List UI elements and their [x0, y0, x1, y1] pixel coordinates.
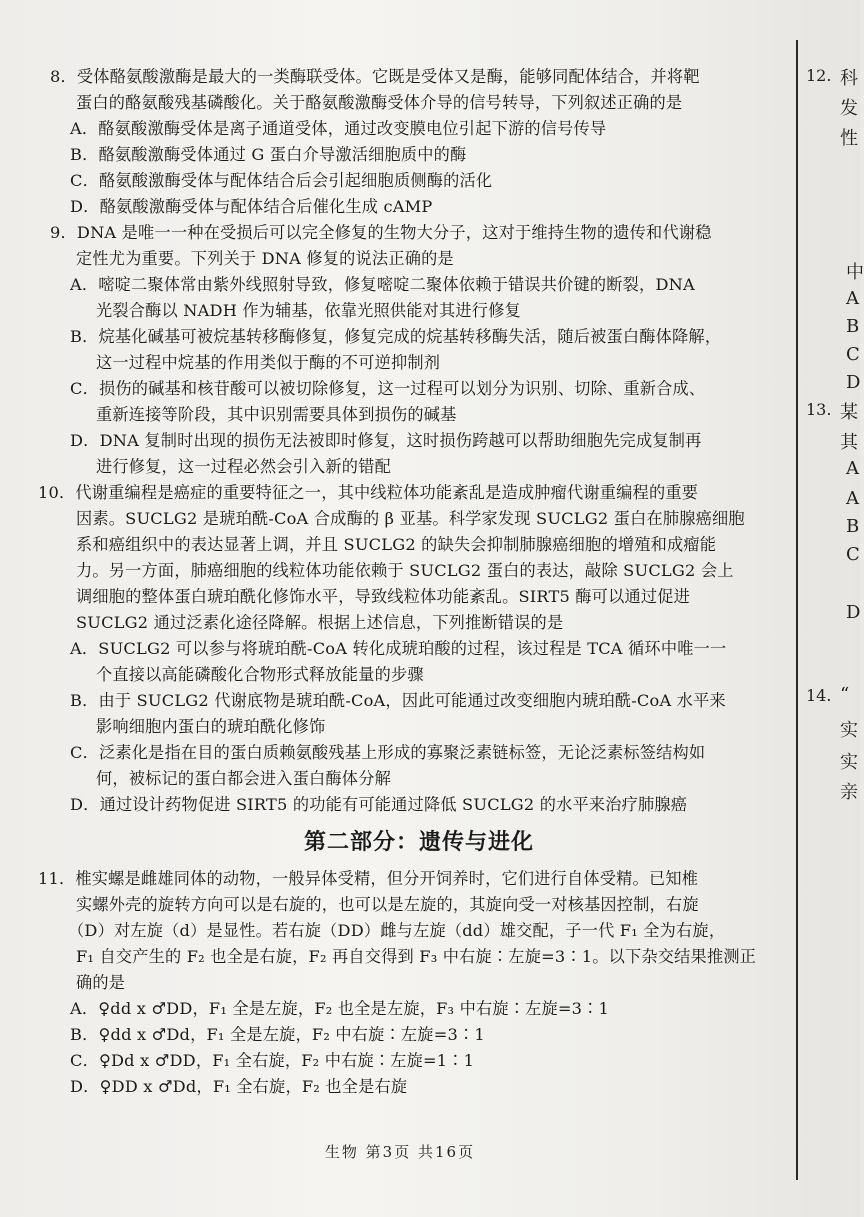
question-8-stem-line-2: 蛋白的酪氨酸残基磷酸化。关于酪氨酸激酶受体介导的信号转导，下列叙述正确的是 — [76, 93, 683, 112]
bleed-q13-char-2: 其 — [840, 432, 858, 453]
bleed-letter-10: D — [846, 602, 861, 623]
bleed-q12-char-1: 科 — [840, 68, 858, 89]
main-column — [38, 64, 788, 1100]
question-9-stem-line-1: 9．DNA 是唯一一种在受损后可以完全修复的生物大分子，这对于维持生物的遗传和代谢稳 — [50, 223, 712, 242]
section-title: 第二部分：遗传与进化 — [303, 830, 534, 855]
question-8 — [50, 64, 788, 220]
question-9-option-c-line-1: C．损伤的碱基和核苷酸可以被切除修复，这一过程可以划分为识别、切除、重新合成、 — [70, 379, 706, 398]
question-9-option-d-line-1: D．DNA 复制时出现的损伤无法被即时修复，这时损伤跨越可以帮助细胞先完成复制再 — [70, 431, 702, 450]
question-11-stem-line-1: 11．椎实螺是雌雄同体的动物，一般异体受精，但分开饲养时，它们进行自体受精。已知椎 — [38, 869, 699, 888]
question-10-option-d: D．通过设计药物促进 SIRT5 的功能有可能通过降低 SUCLG2 的水平来治疗肺腺癌 — [70, 795, 688, 814]
question-10-option-c-line-2: 何，被标记的蛋白都会进入蛋白酶体分解 — [96, 769, 391, 788]
bleed-letter-3: B — [846, 316, 860, 337]
question-8-option-c: C．酪氨酸激酶受体与配体结合后会引起细胞质侧酶的活化 — [70, 171, 493, 190]
bleed-letter-1: 中 — [846, 262, 864, 283]
bleed-letter-9: C — [846, 544, 860, 565]
question-11-stem-line-3: （D）对左旋（d）是显性。若右旋（DD）雌与左旋（dd）雄交配，子一代 F₁ 全为右旋， — [68, 921, 726, 940]
bleed-q13-number: 13. — [806, 400, 832, 419]
question-10-option-a-line-2: 个直接以高能磷酸化合物形式释放能量的步骤 — [96, 665, 424, 684]
question-9 — [50, 220, 788, 480]
bleed-q14-number: 14. — [806, 686, 832, 705]
question-11-option-d: D．♀DD x ♂Dd，F₁ 全右旋，F₂ 也全是右旋 — [70, 1077, 408, 1096]
question-10-option-b-line-2: 影响细胞内蛋白的琥珀酰化修饰 — [96, 717, 326, 736]
question-9-option-c-line-2: 重新连接等阶段，其中识别需要具体到损伤的碱基 — [96, 405, 457, 424]
question-11-option-b: B．♀dd x ♂Dd，F₁ 全是左旋，F₂ 中右旋∶左旋=3∶1 — [70, 1025, 485, 1044]
question-10-option-b-line-1: B．由于 SUCLG2 代谢底物是琥珀酰-CoA，因此可能通过改变细胞内琥珀酰-CoA 水平来 — [70, 691, 726, 710]
question-10-stem-line-5: 调细胞的整体蛋白琥珀酰化修饰水平，导致线粒体功能紊乱。SIRT5 酶可以通过促进 — [76, 587, 691, 606]
question-10-stem-line-6: SUCLG2 通过泛素化途径降解。根据上述信息，下列推断错误的是 — [76, 613, 564, 632]
bleed-q14-char-1: “ — [840, 684, 850, 705]
question-11-stem-line-4: F₁ 自交产生的 F₂ 也全是右旋，F₂ 再自交得到 F₃ 中右旋∶左旋=3∶1。以下杂交结果推测正 — [76, 947, 757, 966]
question-10-stem-line-2: 因素。SUCLG2 是琥珀酰-CoA 合成酶的 β 亚基。科学家发现 SUCLG2 蛋白在肺腺癌细胞 — [76, 509, 745, 528]
question-11-stem-line-2: 实螺外壳的旋转方向可以是右旋的，也可以是左旋的，其旋向受一对核基因控制，右旋 — [76, 895, 699, 914]
question-8-stem-line-1: 8．受体酪氨酸激酶是最大的一类酶联受体。它既是受体又是酶，能够同配体结合，并将靶 — [50, 67, 700, 86]
bleed-q12-number: 12. — [806, 66, 832, 85]
bleed-letter-4: C — [846, 344, 860, 365]
question-8-option-d: D．酪氨酸激酶受体与配体结合后催化生成 cAMP — [70, 197, 433, 216]
question-9-option-b-line-2: 这一过程中烷基的作用类似于酶的不可逆抑制剂 — [96, 353, 441, 372]
question-11 — [38, 866, 788, 1100]
question-8-option-a: A．酪氨酸激酶受体是离子通道受体，通过改变膜电位引起下游的信号传导 — [70, 119, 607, 138]
column-divider — [796, 40, 798, 1180]
question-9-option-a-line-1: A．嘧啶二聚体常由紫外线照射导致，修复嘧啶二聚体依赖于错误共价键的断裂，DNA — [70, 275, 695, 294]
page-footer: 生物 第3页 共16页 — [324, 1143, 476, 1161]
bleed-letter-2: A — [846, 288, 859, 309]
bleed-letter-8: B — [846, 516, 860, 537]
bleed-letter-5: D — [846, 372, 861, 393]
question-10-stem-line-4: 力。另一方面，肺癌细胞的线粒体功能依赖于 SUCLG2 蛋白的表达，敲除 SUCLG2 会上 — [76, 561, 734, 580]
bleed-letter-6: A — [846, 458, 859, 479]
question-9-option-a-line-2: 光裂合酶以 NADH 作为辅基，依靠光照供能对其进行修复 — [96, 301, 521, 320]
question-10-stem-line-1: 10．代谢重编程是癌症的重要特征之一，其中线粒体功能紊乱是造成肿瘤代谢重编程的重要 — [38, 483, 699, 502]
question-8-option-b: B．酪氨酸激酶受体通过 G 蛋白介导激活细胞质中的酶 — [70, 145, 467, 164]
bleed-q13-char-1: 某 — [840, 402, 858, 423]
question-10-option-c-line-1: C．泛素化是指在目的蛋白质赖氨酸残基上形成的寡聚泛素链标签，无论泛素标签结构如 — [70, 743, 706, 762]
question-9-option-d-line-2: 进行修复，这一过程必然会引入新的错配 — [96, 457, 391, 476]
question-10-option-a-line-1: A．SUCLG2 可以参与将琥珀酰-CoA 转化成琥珀酸的过程，该过程是 TCA 循环中唯一一 — [70, 639, 727, 658]
bleed-q12-char-2: 发 — [840, 98, 858, 119]
bleed-q14-char-4: 亲 — [840, 782, 858, 803]
question-11-stem-line-5: 确的是 — [76, 973, 126, 992]
bleed-q12-char-3: 性 — [840, 128, 858, 149]
bleed-q14-char-3: 实 — [840, 752, 858, 773]
bleed-q14-char-2: 实 — [840, 720, 858, 741]
question-11-option-a: A．♀dd x ♂DD，F₁ 全是左旋，F₂ 也全是左旋，F₃ 中右旋∶左旋=3∶1 — [70, 999, 610, 1018]
question-9-stem-line-2: 定性尤为重要。下列关于 DNA 修复的说法正确的是 — [76, 249, 454, 268]
question-11-option-c: C．♀Dd x ♂DD，F₁ 全右旋，F₂ 中右旋∶左旋=1∶1 — [70, 1051, 475, 1070]
question-9-option-b-line-1: B．烷基化碱基可被烷基转移酶修复，修复完成的烷基转移酶失活，随后被蛋白酶体降解， — [70, 327, 722, 346]
bleed-letter-7: A — [846, 488, 859, 509]
question-10-stem-line-3: 系和癌组织中的表达显著上调，并且 SUCLG2 的缺失会抑制肺腺癌细胞的增殖和成瘤能 — [76, 535, 717, 554]
question-10 — [38, 480, 788, 818]
